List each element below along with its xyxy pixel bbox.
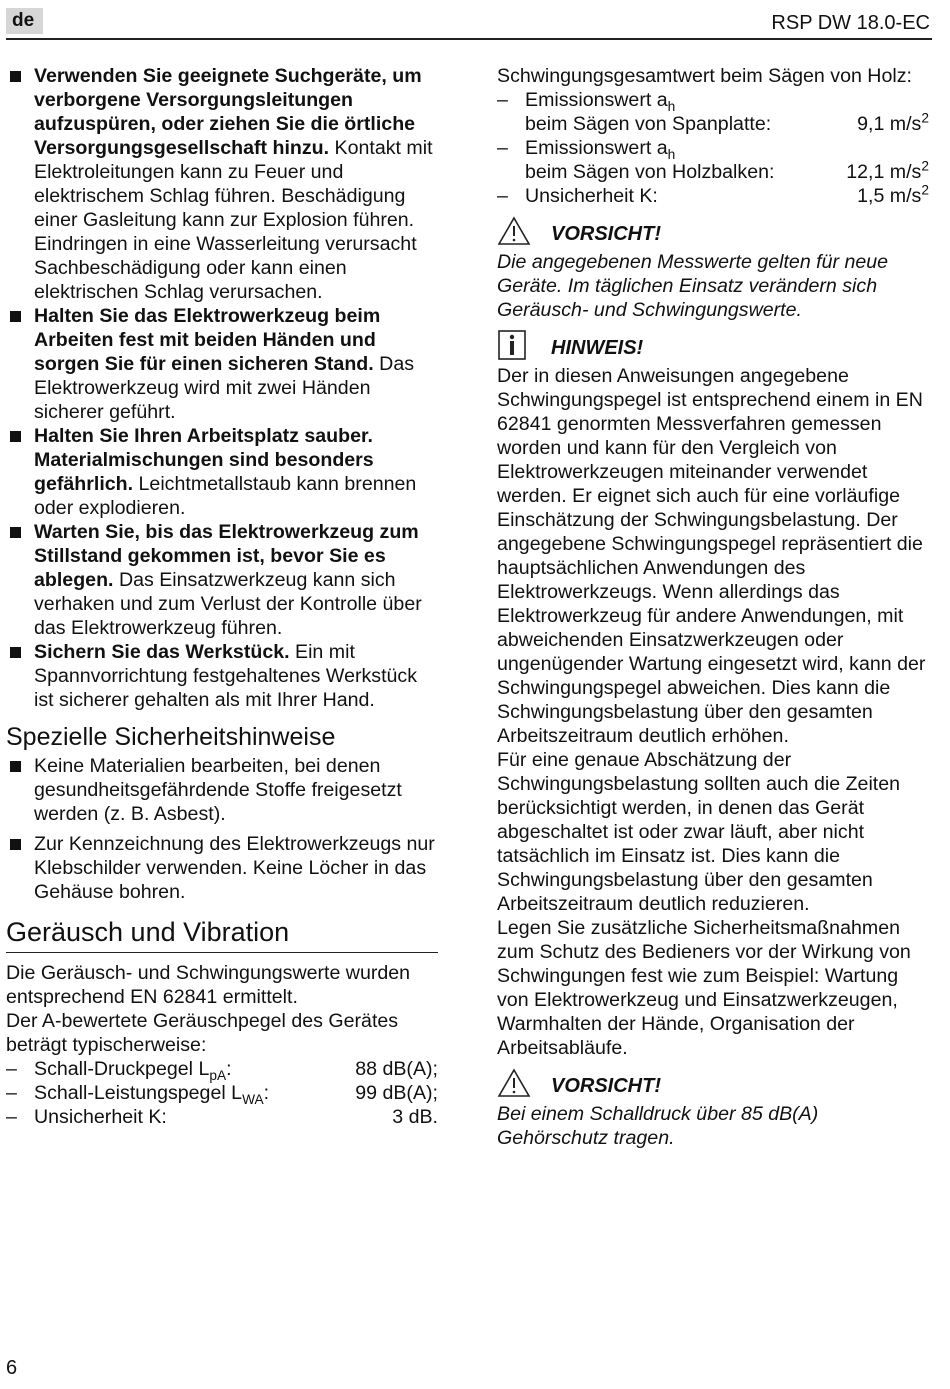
caution-text-2: Bei einem Schalldruck über 85 dB(A) Gehörschutz tragen.: [497, 1103, 819, 1149]
bullet-square-icon: [10, 761, 21, 772]
dash: –: [6, 1082, 17, 1104]
info-icon: [497, 330, 531, 366]
noise-intro: Die Geräusch- und Schwingungswerte wurden entsprechend EN 62841 ermittelt.: [6, 962, 411, 1008]
row-value-sup: 2: [921, 158, 929, 174]
row-label-sub: h: [667, 98, 676, 114]
row-label: Schall-Leistungspegel L: [34, 1082, 243, 1104]
row-label-sub: pA: [209, 1067, 227, 1083]
row-label-2: beim Sägen von Holzbalken:: [525, 161, 775, 183]
dash: –: [497, 89, 508, 111]
special-safety-heading: Spezielle Sicherheitshinweise: [6, 723, 336, 751]
bullet-text: Kontakt mit Elektroleitungen kann zu Feuer und elektrischem Schlag führen. Beschädigung einer Gasleitung kann zur Explosion führen. Eindringen in eine Wasserleitung verursacht Sachbeschädigung oder kann einen elektrischen Schlag verursachen.: [34, 137, 433, 303]
bullet-text: Leichtmetallstaub kann brennen oder explodieren.: [34, 473, 417, 519]
row-value: 3 dB.: [392, 1106, 438, 1128]
bullet-square-icon: [10, 71, 21, 82]
dash: –: [6, 1058, 17, 1080]
vibration-row: [497, 88, 929, 136]
row-value: 99 dB(A);: [355, 1082, 438, 1104]
bullet-square-icon: [10, 527, 21, 538]
bullet-square-icon: [10, 839, 21, 850]
bullet-bold-text: Halten Sie Ihren Arbeitsplatz sauber. Materialmischungen sind besonders gefährlich.: [34, 425, 374, 495]
row-label-2: beim Sägen von Spanplatte:: [525, 113, 772, 135]
right-column: [497, 64, 929, 1150]
bullet-bold-text: Halten Sie das Elektrowerkzeug beim Arbeiten fest mit beiden Händen und sorgen Sie für einen sicheren Stand.: [34, 305, 381, 375]
row-label-sub: h: [667, 146, 676, 162]
bullet-text: Ein mit Spannvorrichtung festgehaltenes Werkstück ist sicherer gehalten als mit Ihrer Hand.: [34, 641, 418, 711]
row-label: Emissionswert a: [525, 137, 668, 159]
row-label: Emissionswert a: [525, 89, 668, 111]
row-value-sup: 2: [921, 182, 929, 198]
bullet-text: Zur Kennzeichnung des Elektrowerkzeugs nur Klebschilder verwenden. Keine Löcher in das Gehäuse bohren.: [34, 833, 435, 903]
caution-text: Die angegebenen Messwerte gelten für neue Geräte. Im täglichen Einsatz verändern sich Geräusch- und Schwingungswerte.: [497, 251, 889, 321]
bullet-square-icon: [10, 431, 21, 442]
row-label: Schall-Druckpegel L: [34, 1058, 210, 1080]
bullet-bold-text: Warten Sie, bis das Elektrowerkzeug zum Stillstand gekommen ist, bevor Sie es ablegen.: [34, 521, 419, 591]
noise-row: [6, 1057, 438, 1081]
list-item: [6, 424, 438, 520]
caution-header: [497, 216, 929, 250]
row-label-end: :: [226, 1058, 232, 1080]
bullet-bold-text: Sichern Sie das Werkstück.: [34, 641, 290, 663]
noise-vibration-heading: Geräusch und Vibration: [6, 916, 438, 953]
row-label: Unsicherheit K:: [525, 185, 658, 207]
row-label-sub: WA: [242, 1091, 264, 1107]
list-item: [6, 640, 438, 712]
caution-title: VORSICHT!: [551, 223, 661, 245]
dash: –: [6, 1106, 17, 1128]
noise-intro-2: Der A-bewertete Geräuschpegel des Gerätes beträgt typischerweise:: [6, 1010, 399, 1056]
left-column: [6, 64, 438, 1129]
row-value: 88 dB(A);: [355, 1058, 438, 1080]
model-name: RSP DW 18.0-EC: [771, 12, 930, 34]
list-item: [6, 520, 438, 640]
row-value: 1,5 m/s: [857, 185, 922, 207]
caution-title-2: VORSICHT!: [551, 1075, 661, 1097]
vibration-intro: Schwingungsgesamtwert beim Sägen von Holz:: [497, 65, 912, 87]
row-value-sup: 2: [921, 110, 929, 126]
hint-paragraph-2: Für eine genaue Abschätzung der Schwingungsbelastung sollten auch die Zeiten berücksichtigt werden, in denen das Gerät abgeschaltet ist oder zwar läuft, aber nicht tatsächlich im Einsatz ist. Dies kann die Schwingungsbelastung über den gesamten Arbeitszeitraum deutlich reduzieren.: [497, 749, 901, 915]
hint-title: HINWEIS!: [551, 337, 644, 359]
dash: –: [497, 185, 508, 207]
list-item: [6, 832, 438, 904]
bullet-square-icon: [10, 311, 21, 322]
bullet-square-icon: [10, 647, 21, 658]
caution-header-2: [497, 1068, 929, 1102]
vibration-row: [497, 136, 929, 184]
noise-row: [6, 1081, 438, 1105]
row-value: 9,1 m/s: [857, 113, 922, 135]
row-label: Unsicherheit K:: [34, 1106, 167, 1128]
noise-row: [6, 1105, 438, 1129]
row-label-end: :: [263, 1082, 270, 1104]
hint-paragraph-3: Legen Sie zusätzliche Sicherheitsmaßnahmen zum Schutz des Bedieners vor der Wirkung von Schwingungen fest wie zum Beispiel: Wartung von Elektrowerkzeug und Einsatzwerkzeugen, Warmhalten der Hände, Organisation der Arbeitsabläufe.: [497, 917, 911, 1059]
bullet-bold-text: Verwenden Sie geeignete Suchgeräte, um verborgene Versorgungsleitungen aufzuspüren, oder ziehen Sie die örtliche Versorgungsgesellschaft hinzu.: [34, 65, 422, 159]
row-value: 12,1 m/s: [846, 161, 922, 183]
warning-triangle-icon: [497, 1068, 531, 1104]
header-rule: [6, 38, 932, 40]
vibration-row: [497, 184, 929, 208]
bullet-text: Das Einsatzwerkzeug kann sich verhaken und zum Verlust der Kontrolle über das Elektrowerkzeug führen.: [34, 569, 422, 639]
page-number: 6: [6, 1357, 18, 1379]
bullet-text: Das Elektrowerkzeug wird mit zwei Händen sicherer geführt.: [34, 353, 415, 423]
bullet-text: Keine Materialien bearbeiten, bei denen gesundheitsgefährdende Stoffe freigesetzt werden (z. B. Asbest).: [34, 755, 402, 825]
dash: –: [497, 137, 508, 159]
warning-triangle-icon: [497, 216, 531, 252]
list-item: [6, 64, 438, 304]
hint-header: [497, 330, 929, 364]
list-item: [6, 304, 438, 424]
list-item: [6, 754, 438, 826]
hint-paragraph-1: Der in diesen Anweisungen angegebene Schwingungspegel ist entsprechend einem in EN 62841 genormten Messverfahren gemessen worden und kann für den Vergleich von Elektrowerkzeugen miteinander verwendet werden. Er eignet sich auch für eine vorläufige Einschätzung der Schwingungsbelastung. Der angegebene Schwingungspegel repräsentiert die hauptsächlichen Anwendungen des Elektrowerkzeugs. Wenn allerdings das Elektrowerkzeug für andere Anwendungen, mit abweichenden Einsatzwerkzeugen oder ungenügender Wartung eingesetzt wird, kann der Schwingungspegel abweichen. Dies kann die Schwingungsbelastung über den gesamten Arbeitszeitraum deutlich erhöhen.: [497, 365, 926, 747]
language-tab: de: [6, 8, 43, 34]
